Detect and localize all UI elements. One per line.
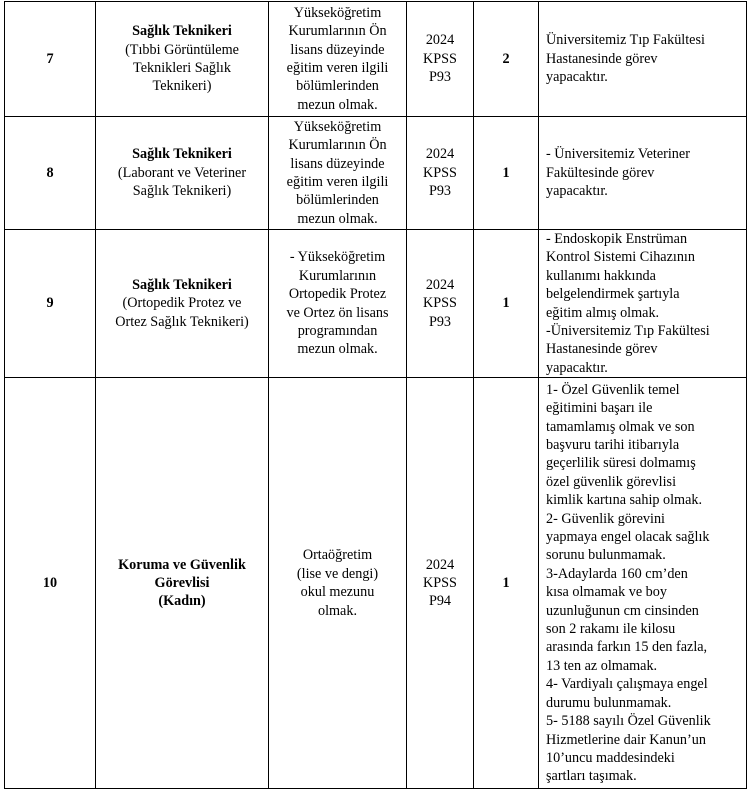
position-quantity: 2 [474,2,539,117]
position-name: Sağlık Teknikeri [132,277,232,294]
position-name: Koruma ve Güvenlik [118,556,246,573]
education-requirement: Ortaöğretim (lise ve dengi) okul mezunu olmak. [269,378,407,789]
position-quantity: 1 [474,230,539,378]
position-name: Sağlık Teknikeri [132,23,232,40]
table-row [5,230,747,378]
row-number: 8 [5,117,96,230]
table-row [5,2,747,117]
position-quantity: 1 [474,378,539,789]
kpss-score-type: 2024 KPSS P94 [407,378,474,789]
position-title: Koruma ve Güvenlik Görevlisi (Kadın) [96,378,269,789]
position-title: Sağlık Teknikeri (Ortopedik Protez ve Ortez Sağlık Teknikeri) [96,230,269,378]
position-title: Sağlık Teknikeri (Laborant ve Veteriner Sağlık Teknikeri) [96,117,269,230]
row-number: 7 [5,2,96,117]
position-title: Sağlık Teknikeri (Tıbbi Görüntüleme Teknikleri Sağlık Teknikeri) [96,2,269,117]
education-requirement: Yükseköğretim Kurumlarının Ön lisans düzeyinde eğitim veren ilgili bölümlerinden mezun olmak. [269,2,407,117]
table-row [5,117,747,230]
special-conditions: - Endoskopik Enstrüman Kontrol Sistemi Cihazının kullanımı hakkında belgelendirmek şartıyla eğitim almış olmak. -Üniversitemiz Tıp Fakültesi Hastanesinde görev yapacaktır. [539,230,747,378]
special-conditions: 1- Özel Güvenlik temel eğitimini başarı ile tamamlamış olmak ve son başvuru tarihi itibarıyla geçerlilik süresi dolmamış özel güvenlik görevlisi kimlik kartına sahip olmak. 2- Güvenlik görevini yapmaya engel olacak sağlık sorunu bulunmamak. 3-Adaylarda 160 cm’den kısa olmamak ve boy uzunluğunun cm cinsinden son 2 rakamı ile kilosu arasında farkın 15 den fazla, 13 ten az olmamak. 4- Vardiyalı çalışmaya engel durumu bulunmamak. 5- 5188 sayılı Özel Güvenlik Hizmetlerine dair Kanun’un 10’uncu maddesindeki şartları taşımak. [539,378,747,789]
position-quantity: 1 [474,117,539,230]
education-requirement: - Yükseköğretim Kurumlarının Ortopedik Protez ve Ortez ön lisans programından mezun olmak. [269,230,407,378]
table-row [5,378,747,789]
kpss-score-type: 2024 KPSS P93 [407,2,474,117]
positions-table [4,1,747,789]
special-conditions: - Üniversitemiz Veteriner Fakültesinde görev yapacaktır. [539,117,747,230]
special-conditions: Üniversitemiz Tıp Fakültesi Hastanesinde görev yapacaktır. [539,2,747,117]
row-number: 10 [5,378,96,789]
education-requirement: Yükseköğretim Kurumlarının Ön lisans düzeyinde eğitim veren ilgili bölümlerinden mezun olmak. [269,117,407,230]
position-name: Sağlık Teknikeri [132,146,232,163]
kpss-score-type: 2024 KPSS P93 [407,230,474,378]
row-number: 9 [5,230,96,378]
kpss-score-type: 2024 KPSS P93 [407,117,474,230]
